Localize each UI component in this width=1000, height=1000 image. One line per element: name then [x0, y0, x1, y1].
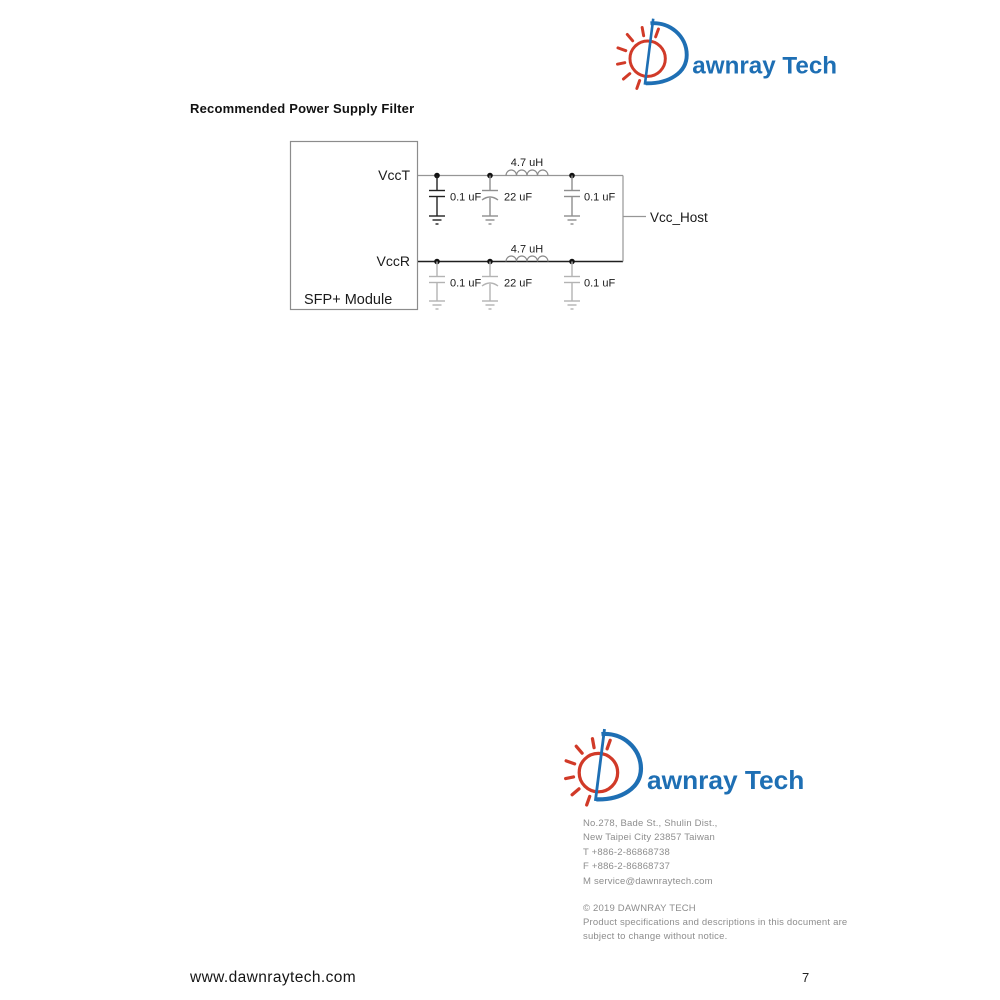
sun-icon [618, 27, 666, 88]
dawnray-logo [616, 14, 844, 93]
website-url: www.dawnraytech.com [190, 969, 357, 986]
notice-line-1: Product specifications and descriptions in this document are [583, 917, 848, 929]
pin-vccr-label: VccR [376, 253, 410, 269]
ground-symbol [482, 301, 498, 309]
cap-top-3-value: 0.1 uF [584, 191, 616, 204]
module-label: SFP+ Module [304, 292, 393, 308]
capacitor-top-1 [429, 176, 445, 225]
notice-line-2: subject to change without notice. [583, 931, 728, 943]
ground-symbol [564, 301, 580, 309]
sun-icon [566, 739, 618, 805]
capacitor-bottom-2 [482, 262, 498, 310]
inductor-bottom [506, 244, 548, 262]
email-line: M service@dawnraytech.com [583, 875, 713, 887]
address-line-1: No.278, Bade St., Shulin Dist., [583, 818, 718, 829]
cap-bottom-1-value: 0.1 uF [450, 277, 482, 290]
fax-line: F +886-2-86868737 [583, 861, 671, 873]
copyright-notice [583, 902, 847, 945]
capacitor-bottom-3 [564, 262, 580, 310]
capacitor-top-3 [564, 176, 580, 225]
ground-symbol [429, 216, 445, 224]
ground-symbol [429, 301, 445, 309]
ground-symbol [564, 216, 580, 224]
company-logo-header [616, 14, 844, 93]
pin-vcct-label: VccT [378, 167, 410, 183]
page-number: 7 [802, 970, 810, 985]
inductor-top [506, 157, 548, 176]
inductor-top-value: 4.7 uH [510, 157, 544, 169]
company-logo-footer [564, 724, 812, 810]
cap-bottom-3-value: 0.1 uF [584, 277, 616, 290]
vcc-host-label: Vcc_Host [650, 210, 708, 225]
address-line-2: New Taipei City 23857 Taiwan [583, 832, 715, 844]
cap-top-1-value: 0.1 uF [450, 191, 482, 204]
page-title: Recommended Power Supply Filter [190, 101, 415, 116]
ground-symbol [482, 216, 498, 224]
power-supply-filter-schematic [285, 138, 715, 318]
logo-text: awnray Tech [692, 52, 838, 80]
copyright-line: © 2019 DAWNRAY TECH [583, 903, 696, 914]
dawnray-logo [564, 724, 812, 810]
logo-text: awnray Tech [647, 764, 805, 795]
telephone-line: T +886-2-86868738 [583, 846, 670, 858]
contact-info [583, 817, 718, 889]
capacitor-bottom-1 [429, 262, 445, 310]
cap-bottom-2-value: 22 uF [504, 277, 533, 290]
junction-dots [434, 173, 575, 265]
cap-top-2-value: 22 uF [504, 191, 533, 204]
capacitor-top-2 [482, 176, 498, 225]
inductor-bottom-value: 4.7 uH [510, 243, 544, 256]
